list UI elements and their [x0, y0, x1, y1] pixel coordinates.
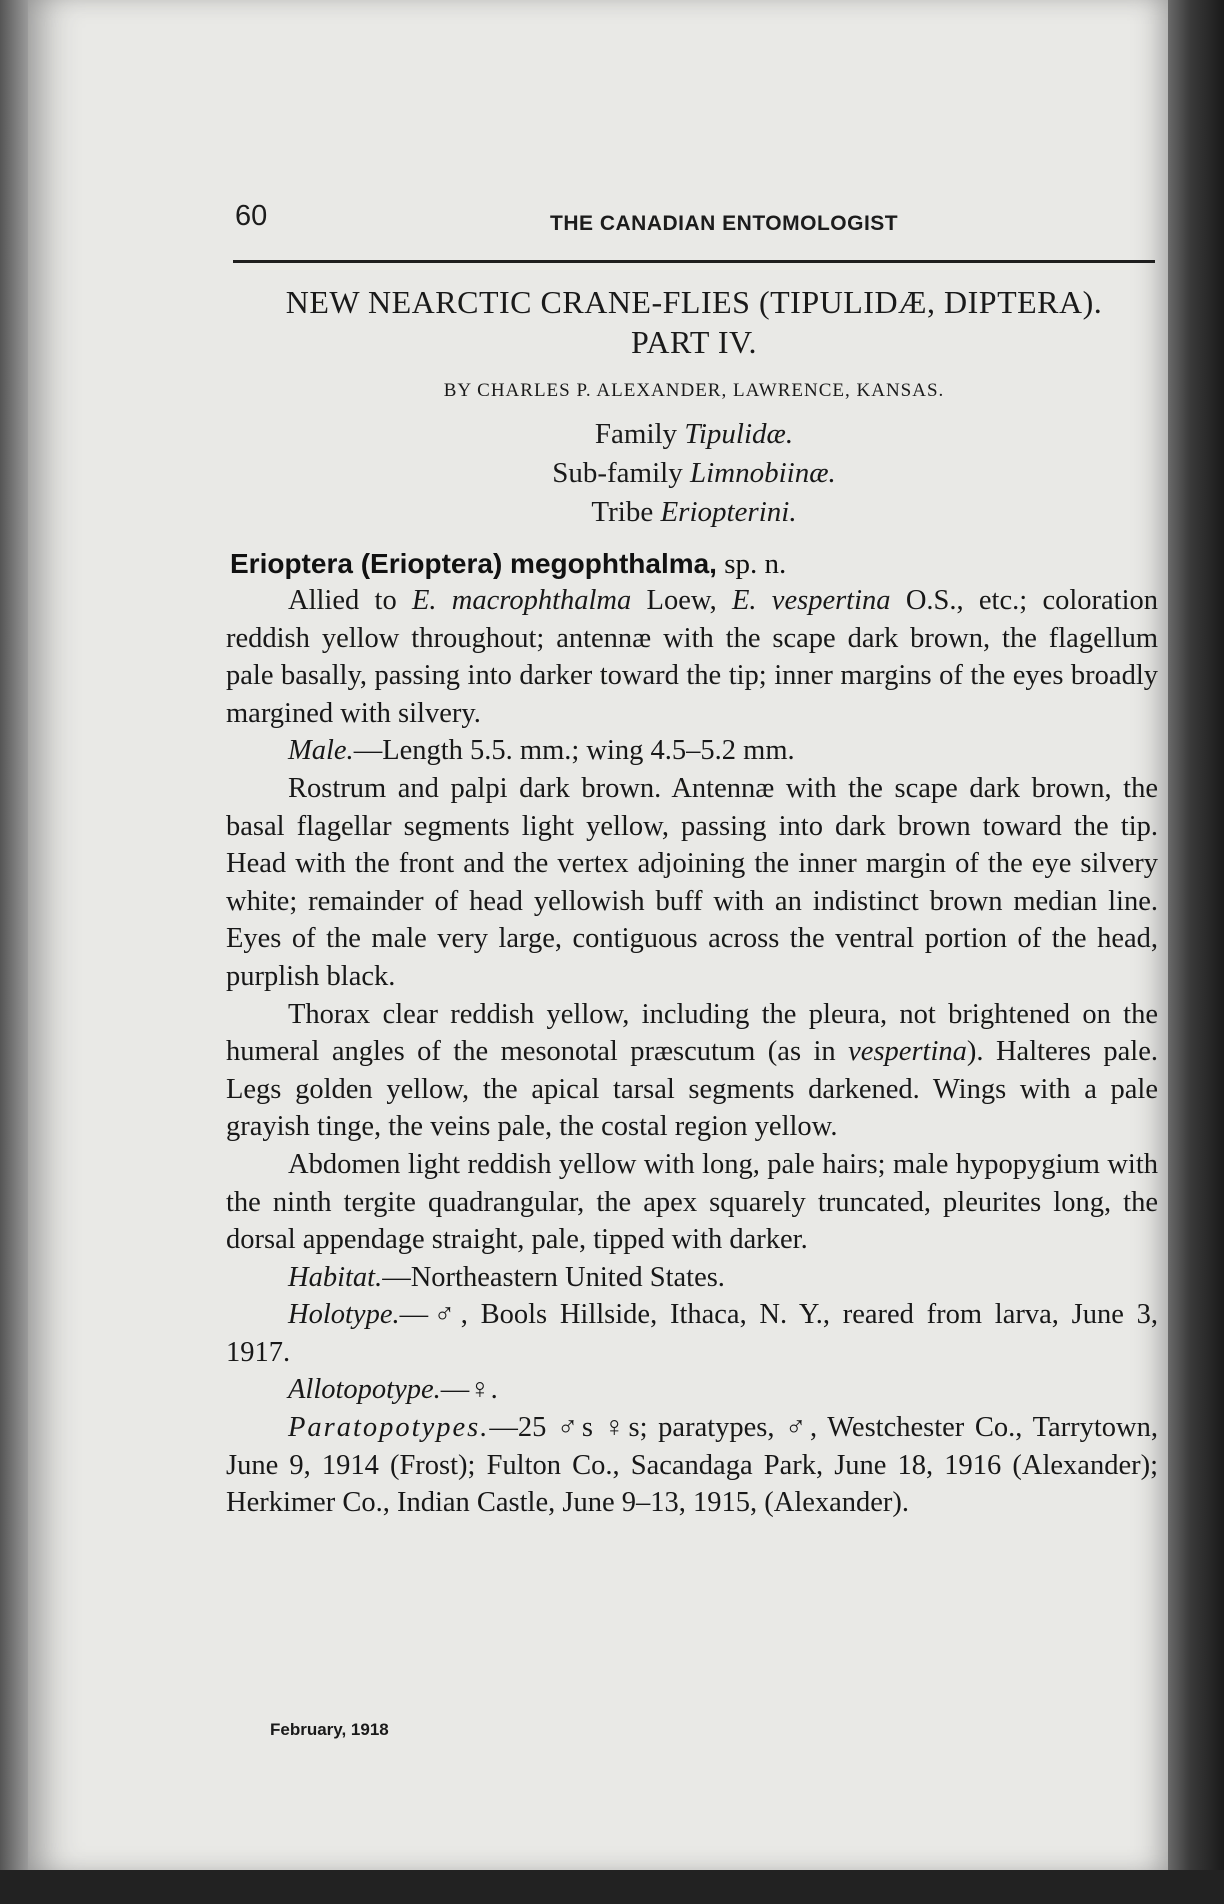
article-title — [233, 282, 1155, 362]
scan-bottom-border — [0, 1870, 1224, 1904]
text-run: Thorax clear reddish yellow, including the pleura, not brightened on the humeral angles of the mesonotal præscutum (as in — [226, 998, 1158, 1068]
paragraph-head: Rostrum and palpi dark brown. Antennæ with the scape dark brown, the basal flagellar segments light yellow, passing into dark brown toward the tip. Head with the front and the vertex adjoining the inner margin of the eye silvery white; remainder of head yellowish buff with an indistinct brown median line. Eyes of the male very large, contiguous across the ventral portion of the head, purplish black. — [226, 772, 1158, 992]
subfamily-label: Sub-family — [552, 457, 690, 489]
species-ref: E. macrophthalma — [411, 585, 632, 616]
text-run: —♀. — [440, 1374, 498, 1406]
paragraph-allotopotype — [226, 1371, 1158, 1409]
author-byline: BY CHARLES P. ALEXANDER, LAWRENCE, KANSAS. — [443, 380, 945, 401]
paragraph-paratopotypes — [226, 1409, 1158, 1522]
species-ref: E. vespertina — [731, 585, 891, 616]
tribe-line — [233, 496, 1155, 529]
title-line-2: PART IV. — [631, 324, 757, 360]
section-label: Habitat. — [288, 1261, 383, 1293]
tribe-name: Eriopterini. — [660, 496, 797, 528]
paragraph-holotype — [226, 1296, 1158, 1371]
subfamily-name: Limnobiinæ. — [689, 457, 836, 489]
subfamily-line — [233, 457, 1155, 490]
title-line-1: NEW NEARCTIC CRANE-FLIES (TIPULIDÆ, DIPTERA). — [285, 284, 1103, 320]
section-label: Allotopotype. — [288, 1374, 441, 1406]
page-header — [235, 200, 1150, 246]
article-body — [226, 582, 1158, 1522]
paragraph-thorax — [226, 996, 1158, 1146]
issue-date: February, 1918 — [270, 1720, 389, 1739]
text-run: —Length 5.5. mm.; wing 4.5–5.2 mm. — [353, 735, 795, 767]
text-run: Loew, — [631, 585, 732, 616]
species-name: Erioptera (Erioptera) megophthalma, — [230, 548, 717, 579]
paragraph-habitat — [226, 1259, 1158, 1297]
text-run: —25 ♂s ♀s; paratypes, ♂, Westchester Co., Tarrytown, June 9, 1914 (Frost); Fulton Co., Sacandaga Park, June 18, 1916 (Alexander); Herkimer Co., Indian Castle, June 9–13, 1915, (Alexander). — [226, 1412, 1158, 1519]
paragraph-male — [226, 732, 1158, 770]
family-label: Family — [594, 418, 685, 450]
family-name: Tipulidæ. — [684, 418, 794, 450]
section-label: Holotype. — [288, 1299, 400, 1331]
species-ref: vespertina — [848, 1036, 967, 1068]
paragraph-abdomen: Abdomen light reddish yellow with long, pale hairs; male hypopygium with the ninth tergite quadrangular, the apex squarely truncated, pleurites long, the dorsal appendage straight, pale, tipped with darker. — [226, 1148, 1158, 1256]
section-label: Paratopotypes. — [288, 1412, 490, 1444]
book-gutter-shadow — [0, 0, 28, 1904]
text-run: —Northeastern United States. — [382, 1261, 725, 1293]
section-label: Male. — [288, 735, 354, 767]
page-number: 60 — [235, 200, 268, 232]
text-run: —♂, Bools Hillside, Ithaca, N. Y., reared from larva, June 3, 1917. — [226, 1299, 1158, 1368]
text-run: O.S., etc.; coloration reddish yellow throughout; antennæ with the scape dark brown, the flagellum pale basally, passing into darker toward the tip; inner margins of the eyes broadly margined with silvery. — [226, 585, 1158, 729]
running-head: THE CANADIAN ENTOMOLOGIST — [550, 212, 899, 235]
text-run: Allied to — [288, 585, 412, 616]
header-rule — [233, 260, 1155, 263]
species-heading — [230, 548, 1160, 581]
paragraph-diagnosis — [226, 582, 1158, 732]
tribe-label: Tribe — [591, 496, 661, 528]
book-page-edge — [1168, 0, 1224, 1904]
family-line — [233, 418, 1155, 451]
text-run: ). Halteres pale. Legs golden yellow, the apical tarsal segments darkened. Wings with a pale grayish tinge, the veins pale, the costal region yellow. — [226, 1036, 1158, 1143]
species-suffix: sp. n. — [716, 548, 787, 580]
